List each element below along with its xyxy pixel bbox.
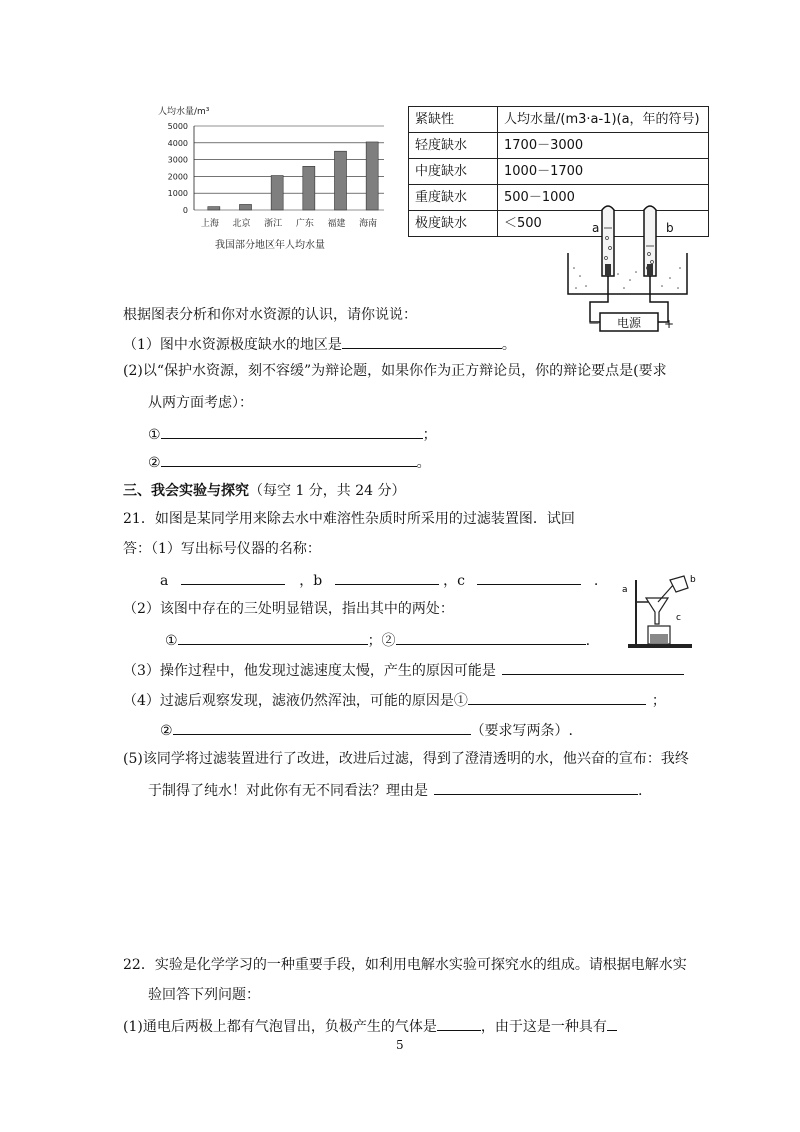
chart-x-tick-label: 海南 [359,219,378,229]
question-text: （4）过滤后观察发现，滤液仍然浑浊，可能的原因是① [123,693,468,709]
section-3-title: 三、我会实验与探究 [123,483,249,499]
chart-x-tick-label: 广东 [295,219,314,229]
power-supply-label: 电源 [616,316,642,330]
positive-terminal-label: + [664,317,675,331]
question-21-part-3 [123,660,684,680]
chart-bar [366,142,378,210]
circled-number: ② [160,723,173,739]
chart-y-tick-label: 1000 [167,189,188,199]
page-number: 5 [396,1038,404,1052]
answer-blank[interactable] [181,570,285,585]
section-3-note: （每空 1 分，共 24 分） [249,483,406,499]
table-cell: ＜500 [498,211,709,237]
question-22-line-2: 验回答下列问题： [148,987,260,1003]
funnel [646,598,668,624]
chart-y-tick-label: 2000 [167,172,188,182]
electrode-a [605,264,611,276]
requirement-note: （要求写两条）. [470,723,574,739]
question-21-part-2: （2）该图中存在的三处明显错误，指出其中的两处： [123,601,454,617]
punctuation: . [585,633,591,649]
point-1 [148,424,437,444]
question-text: ，由于这是一种具有 [480,1019,607,1035]
pouring-beaker [670,576,688,592]
question-21-part-4 [123,690,666,710]
answer-blank[interactable] [396,630,586,645]
table-cell: 轻度缺水 [409,133,498,159]
label-b: b [690,575,696,585]
table-header-cell: 紧缺性 [409,107,498,133]
label-c: c [676,613,681,623]
question-21-line-2: 答：（1）写出标号仪器的名称： [123,541,321,557]
chart-y-tick-label: 0 [182,206,188,215]
circled-number: ① [148,427,161,443]
chart-y-axis-label: 人均水量/m³ [158,107,210,117]
label-a: a [622,585,628,595]
water-trough [568,253,687,294]
point-2 [148,452,431,472]
table-cell: 500－1000 [498,185,709,211]
question-text: 于制得了纯水！对此你有无不同看法？理由是 [148,783,428,799]
question-1-text: （1）图中水资源极度缺水的地区是 [123,337,342,353]
water-dots [573,267,681,289]
question-22-line-1: 22．实验是化学学习的一种重要手段，如利用电解水实验可探究水的组成。请根据电解水实 [123,957,687,973]
question-21-part-1 [160,570,598,590]
answer-blank[interactable] [437,1016,481,1031]
answer-blank[interactable] [161,452,417,467]
question-21-part-4-continued [160,720,573,740]
punctuation: ； [651,693,666,709]
chart-bar [208,207,220,210]
chart-bar [303,166,315,210]
question-22-part-1 [123,1016,617,1036]
section-3-heading [123,482,406,500]
table-row [409,159,709,185]
answer-blank[interactable] [477,570,581,585]
chart-bar [239,204,251,210]
table-header-cell: 人均水量/(m3·a-1)(a，年的符号) [498,107,709,133]
label-c: ，c [443,573,465,589]
label-a: a [160,573,169,589]
answer-blank[interactable] [342,334,502,349]
circled-number: ② [148,455,161,471]
answer-blank[interactable] [178,630,368,645]
punctuation: ； [422,427,437,443]
question-21-part-5-line-1: (5)该同学将过滤装置进行了改进，改进后过滤，得到了澄清透明的水，他兴奋的宣布：我终 [123,751,689,767]
question-1 [123,334,516,354]
table-cell: 1700－3000 [498,133,709,159]
answer-blank[interactable] [468,690,646,705]
answer-blank[interactable] [161,424,423,439]
electrolysis-apparatus-figure [560,198,695,336]
punctuation: . [638,783,643,799]
answer-blank[interactable] [335,570,439,585]
chart-bar [334,151,346,210]
chart-bar [271,176,283,210]
table-cell: 极度缺水 [409,211,498,237]
table-row [409,133,709,159]
table-cell: 中度缺水 [409,159,498,185]
separator: ；② [367,633,396,649]
electrode-b [647,264,653,276]
answer-blank[interactable] [502,660,684,675]
chart-y-tick-label: 4000 [167,138,188,148]
question-2-continued: 从两方面考虑）： [148,395,253,411]
label-b: ，b [299,573,323,589]
punctuation: . [593,573,599,589]
question-2: (2)以“保护水资源，刻不容缓”为辩论题，如果你作为正方辩论员，你的辩论要点是(要求 [123,363,667,379]
question-text: (1)通电后两极上都有气泡冒出，负极产生的气体是 [123,1019,437,1035]
question-text: （3）操作过程中，他发现过滤速度太慢，产生的原因可能是 [123,663,496,679]
punctuation: 。 [501,337,516,353]
tube-b-label: b [666,221,674,235]
question-21-part-5-line-2 [148,780,642,800]
table-cell: 重度缺水 [409,185,498,211]
chart-x-tick-label: 浙江 [264,219,283,229]
table-header-row [409,107,709,133]
chart-y-tick-label: 5000 [167,122,188,131]
question-21-line-1: 21．如图是某同学用来除去水中难溶性杂质时所采用的过滤装置图．试回 [123,511,575,527]
answer-blank[interactable] [434,780,638,795]
chart-x-tick-label: 上海 [200,219,219,229]
tube-a-label: a [592,221,600,235]
punctuation: 。 [416,455,431,471]
answer-blank[interactable] [173,720,471,735]
filtration-apparatus-figure [618,572,708,652]
question-21-part-2-answers [165,630,590,650]
chart-caption: 我国部分地区年人均水量 [215,240,325,251]
negative-terminal-label: － [588,317,601,331]
answer-blank[interactable] [607,1016,617,1031]
chart-x-tick-label: 福建 [327,219,346,229]
intro-text: 根据图表分析和你对水资源的认识，请你说说： [123,307,417,323]
water-per-capita-bar-chart [150,100,390,260]
circled-number: ① [165,633,178,649]
chart-y-tick-label: 3000 [167,155,188,165]
table-cell: 1000－1700 [498,159,709,185]
chart-x-tick-label: 北京 [232,219,251,229]
